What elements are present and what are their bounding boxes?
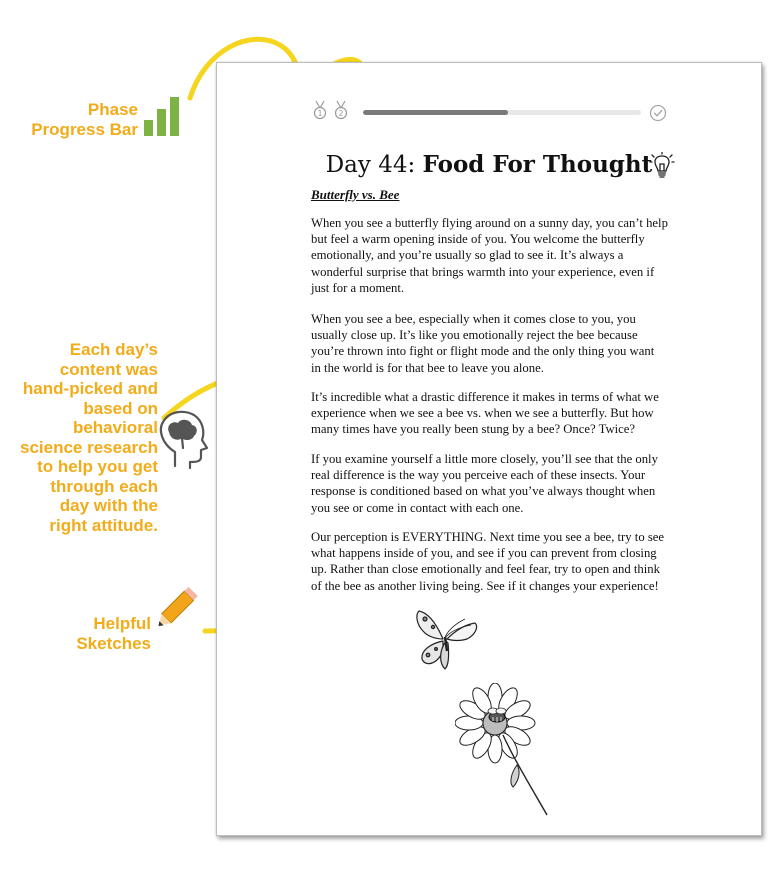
progress-fill <box>363 110 508 115</box>
annotation-line: content was <box>59 359 158 379</box>
bee-icon <box>488 708 506 722</box>
check-circle-icon <box>649 104 667 122</box>
text-line: you’re thrown into fight or flight mode and the only thing you want <box>311 344 655 359</box>
phase-medals <box>313 100 353 120</box>
medal-2-number: 2 <box>338 109 344 118</box>
helpful-sketches-annotation <box>0 614 151 654</box>
text-line: If you examine yourself a little more closely, you’ll see that the only <box>311 452 658 466</box>
medal-1-number: 1 <box>317 109 323 118</box>
text-line: When you see a butterfly flying around on a sunny day, you can’t help <box>311 216 668 230</box>
annotation-line: hand-picked and <box>22 379 158 398</box>
text-line: It’s incredible what a drastic difference it makes in terms of what we <box>311 390 659 404</box>
page-title <box>217 151 761 178</box>
annotation-line: day with the <box>59 496 158 515</box>
paragraph-butterfly <box>311 215 681 296</box>
text-line: usually close up. It’s like you emotionally reject the bee because <box>311 328 638 343</box>
text-line: what happens inside of you, and see if you can prevent from closing <box>311 546 657 561</box>
annotation-line: Sketches <box>76 634 151 653</box>
text-line: many times have you really been stung by a bee? Once? Twice? <box>311 422 636 437</box>
annotation-line: science research <box>20 437 158 457</box>
annotation-line: through each <box>50 476 158 496</box>
text-line: up. Rather than close emotionally and feel fear, try to open and think <box>311 562 660 577</box>
text-line: response is conditioned based on what you’ve always thought when <box>311 484 656 499</box>
pencil-icon <box>154 587 198 631</box>
workbook-page <box>216 62 762 836</box>
annotation-line: based on <box>83 398 158 418</box>
title-main: Food For Thought <box>422 151 653 178</box>
bar-chart-icon <box>144 97 179 136</box>
text-line: emotionally, and you’re usually so glad to see it. It’s always a <box>311 248 624 263</box>
flower-bee-sketch <box>455 683 575 823</box>
annotation-line: Phase <box>87 100 138 119</box>
text-line: experience when we see a bee vs. when we see a butterfly. But how <box>311 406 654 421</box>
annotation-line: Helpful <box>93 614 151 633</box>
paragraph-perception-difference <box>311 451 681 516</box>
text-line: real difference is the way you perceive each of these insects. Your <box>311 468 646 483</box>
text-line: of the bee as another living being. See if it changes your experience! <box>311 578 659 593</box>
annotation-line: behavioral <box>72 418 158 437</box>
annotation-line: Each day’s <box>69 340 158 359</box>
annotation-line: right attitude. <box>49 515 158 535</box>
text-line: but feel a warm opening inside of you. You welcome the butterfly <box>311 232 645 247</box>
content-annotation <box>0 340 158 535</box>
text-line: wonderful surprise that brings warmth into your experience, even if <box>311 264 655 279</box>
butterfly-sketch <box>413 603 485 673</box>
section-subtitle: Butterfly vs. Bee <box>311 187 400 202</box>
text-line: you see or come in contact with each one. <box>311 500 524 515</box>
annotation-line: to help you get <box>37 457 158 476</box>
text-line: When you see a bee, especially when it comes close to you, you <box>311 312 636 326</box>
text-line: just for a moment. <box>311 280 405 295</box>
title-day: Day 44: <box>325 152 416 178</box>
annotation-line: Progress Bar <box>31 120 138 139</box>
paragraph-perception-everything <box>311 529 681 594</box>
head-brain-icon <box>161 412 207 468</box>
text-line: in the world is for that bee to leave you alone. <box>311 360 544 375</box>
paragraph-difference <box>311 389 681 438</box>
phase-progress-bar <box>363 110 641 115</box>
lightbulb-icon <box>647 152 677 182</box>
paragraph-bee <box>311 311 681 376</box>
text-line: Our perception is EVERYTHING. Next time you see a bee, try to see <box>311 530 665 544</box>
